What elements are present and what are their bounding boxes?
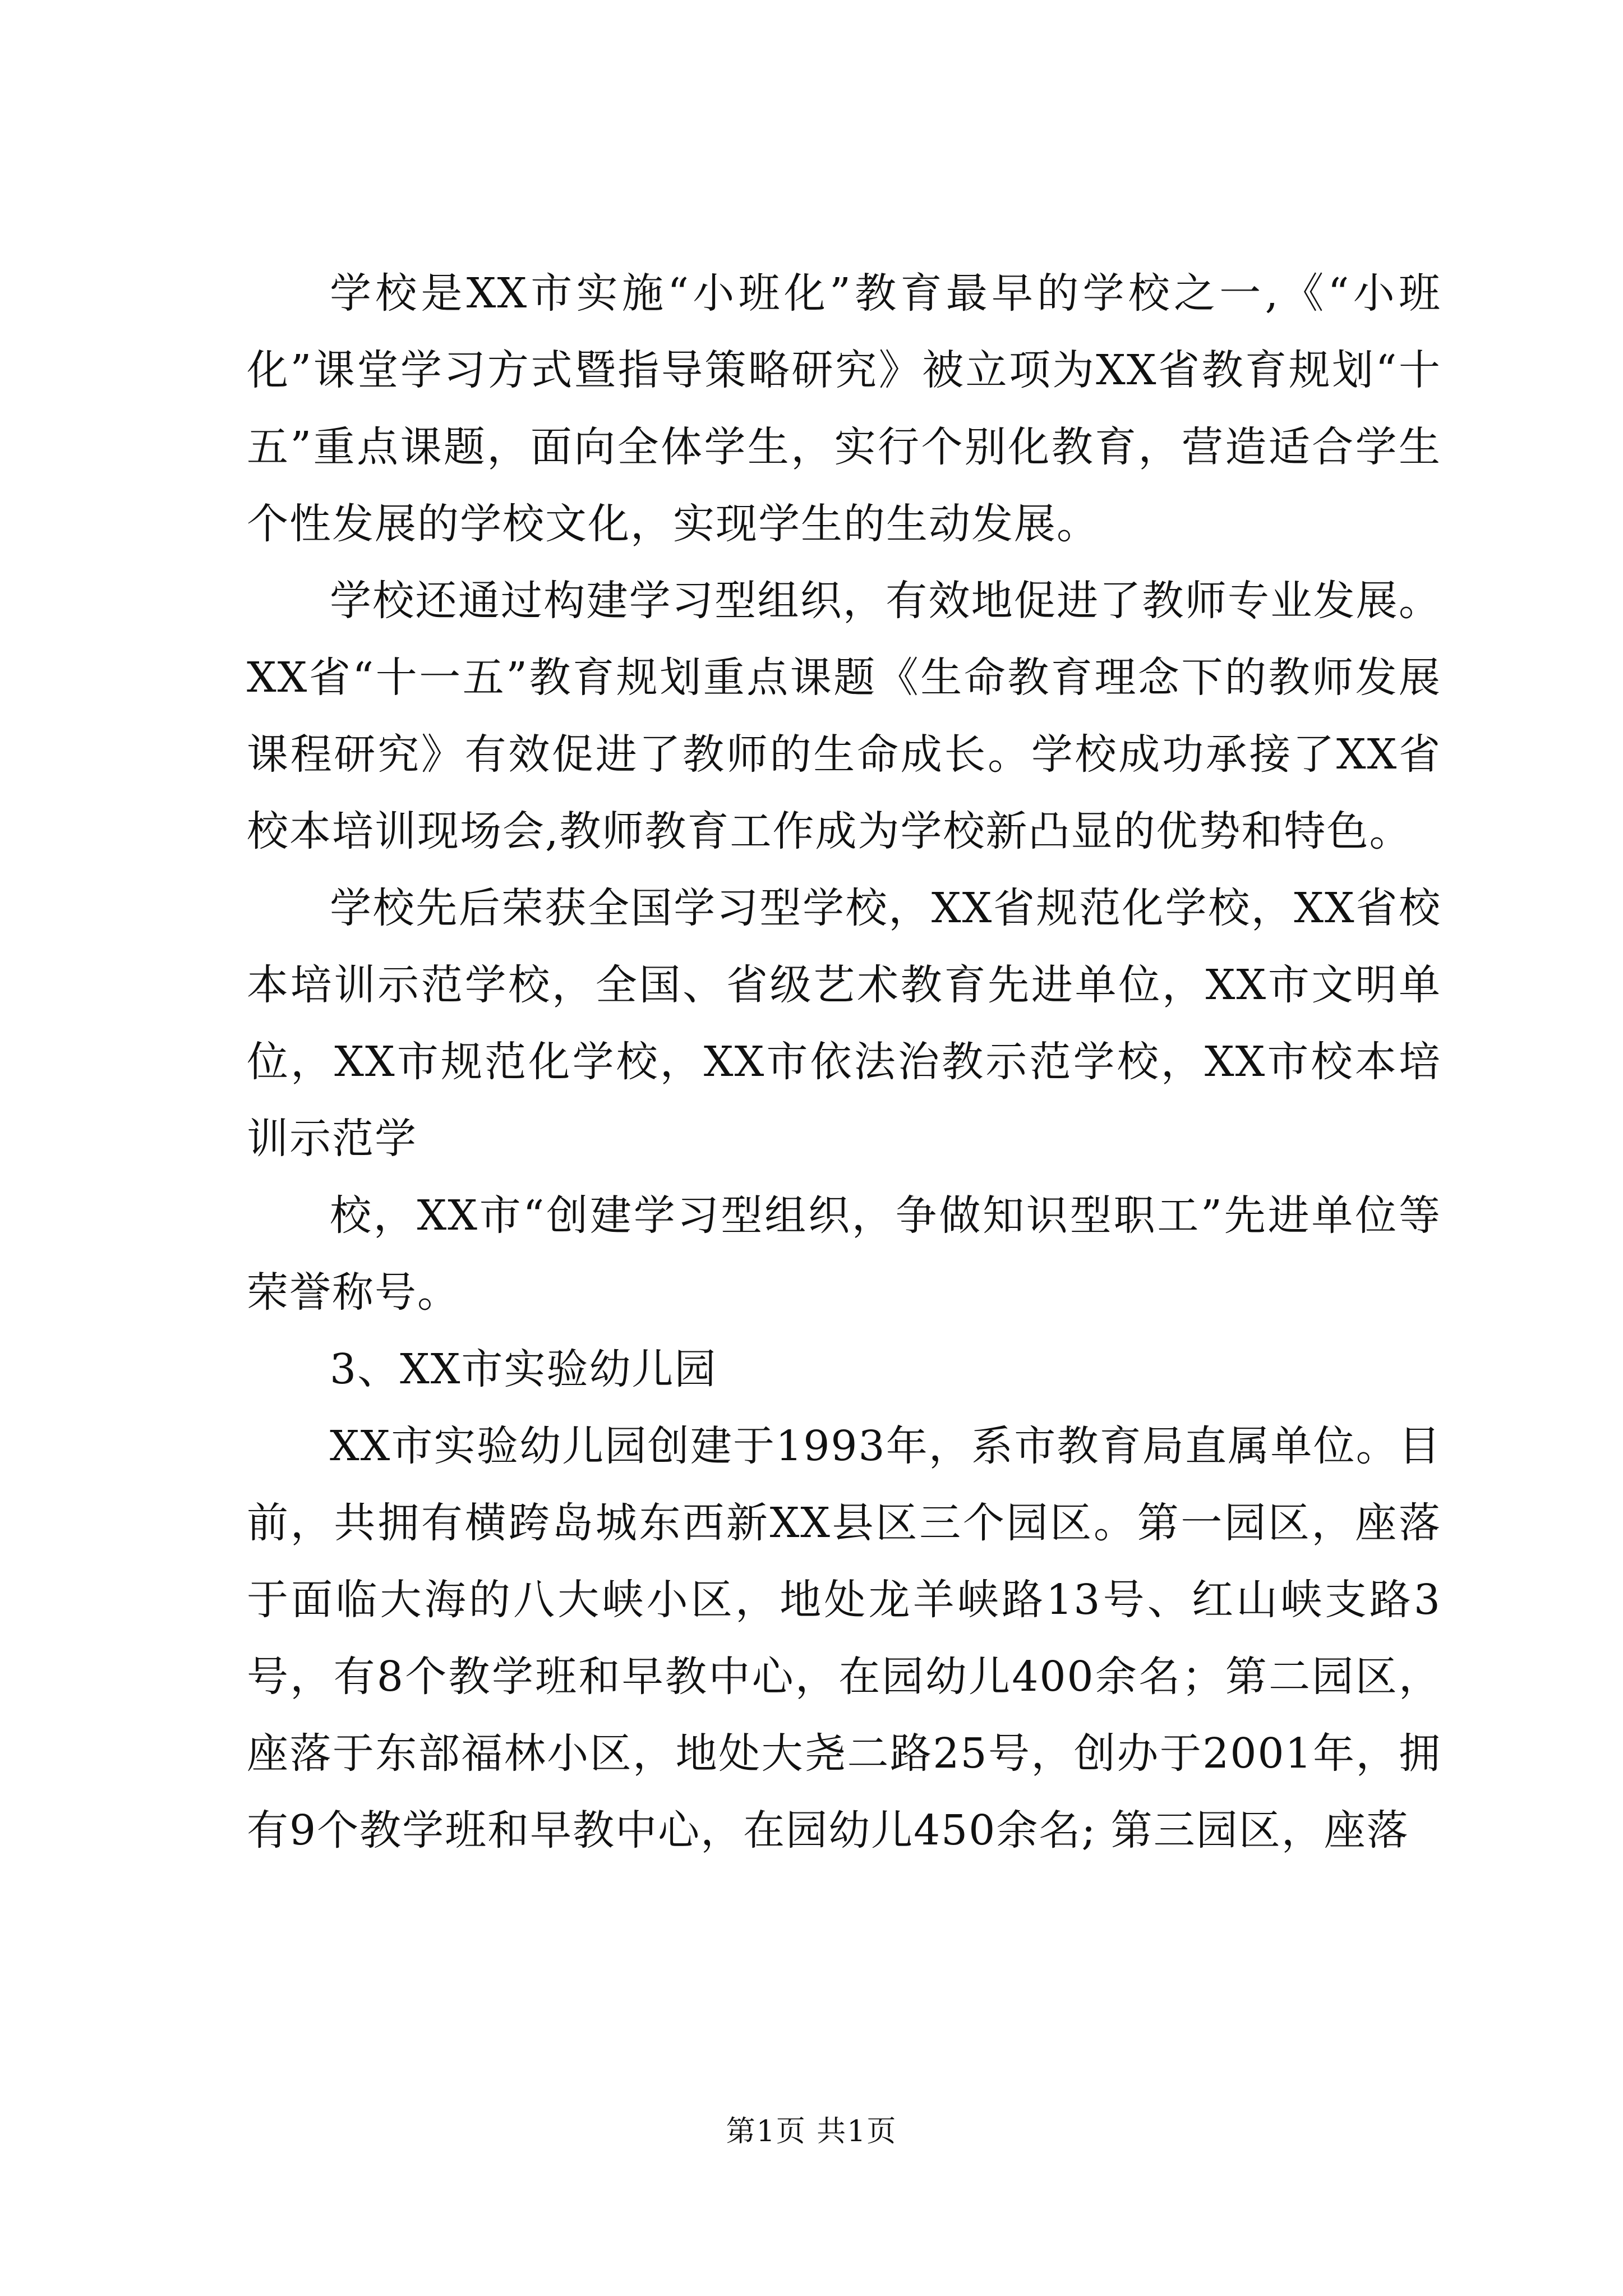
paragraph-honors: 学校先后荣获全国学习型学校，XX省规范化学校，XX省校本培训示范学校，全国、省级艺术教育先进单位，XX市文明单位，XX市规范化学校，XX市依法治教示范学校，XX市校本培训示范学 xyxy=(247,884,1441,1163)
paragraph-learning-organization: 学校还通过构建学习型组织，有效地促进了教师专业发展。XX省“十一五”教育规划重点课题《生命教育理念下的教师发展课程研究》有效促进了教师的生命成长。学校成功承接了XX省校本培训现场会,教师教育工作成为学校新凸显的优势和特色。 xyxy=(247,577,1441,855)
section-heading-kindergarten: 3、XX市实验幼儿园 xyxy=(330,1345,717,1393)
paragraph-small-class-education: 学校是XX市实施“小班化”教育最早的学校之一,《“小班化”课堂学习方式暨指导策略研究》被立项为XX省教育规划“十五”重点课题，面向全体学生，实行个别化教育，营造适合学生个性发展的学校文化，实现学生的生动发展。 xyxy=(247,269,1441,548)
paragraph-kindergarten-intro: XX市实验幼儿园创建于1993年，系市教育局直属单位。目前，共拥有横跨岛城东西新XX县区三个园区。第一园区，座落于面临大海的八大峡小区，地处龙羊峡路13号、红山峡支路3号，有8个教学班和早教中心，在园幼儿400余名；第二园区，座落于东部福林小区，地处大尧二路25号，创办于2001年，拥有9个教学班和早教中心，在园幼儿450余名; 第三园区，座落 xyxy=(247,1422,1441,1855)
paragraph-honors-continued: 校，XX市“创建学习型组织，争做知识型职工”先进单位等荣誉称号。 xyxy=(247,1191,1441,1317)
document-body xyxy=(247,255,1441,1869)
page-footer: 第1页 共1页 xyxy=(726,2115,897,2148)
